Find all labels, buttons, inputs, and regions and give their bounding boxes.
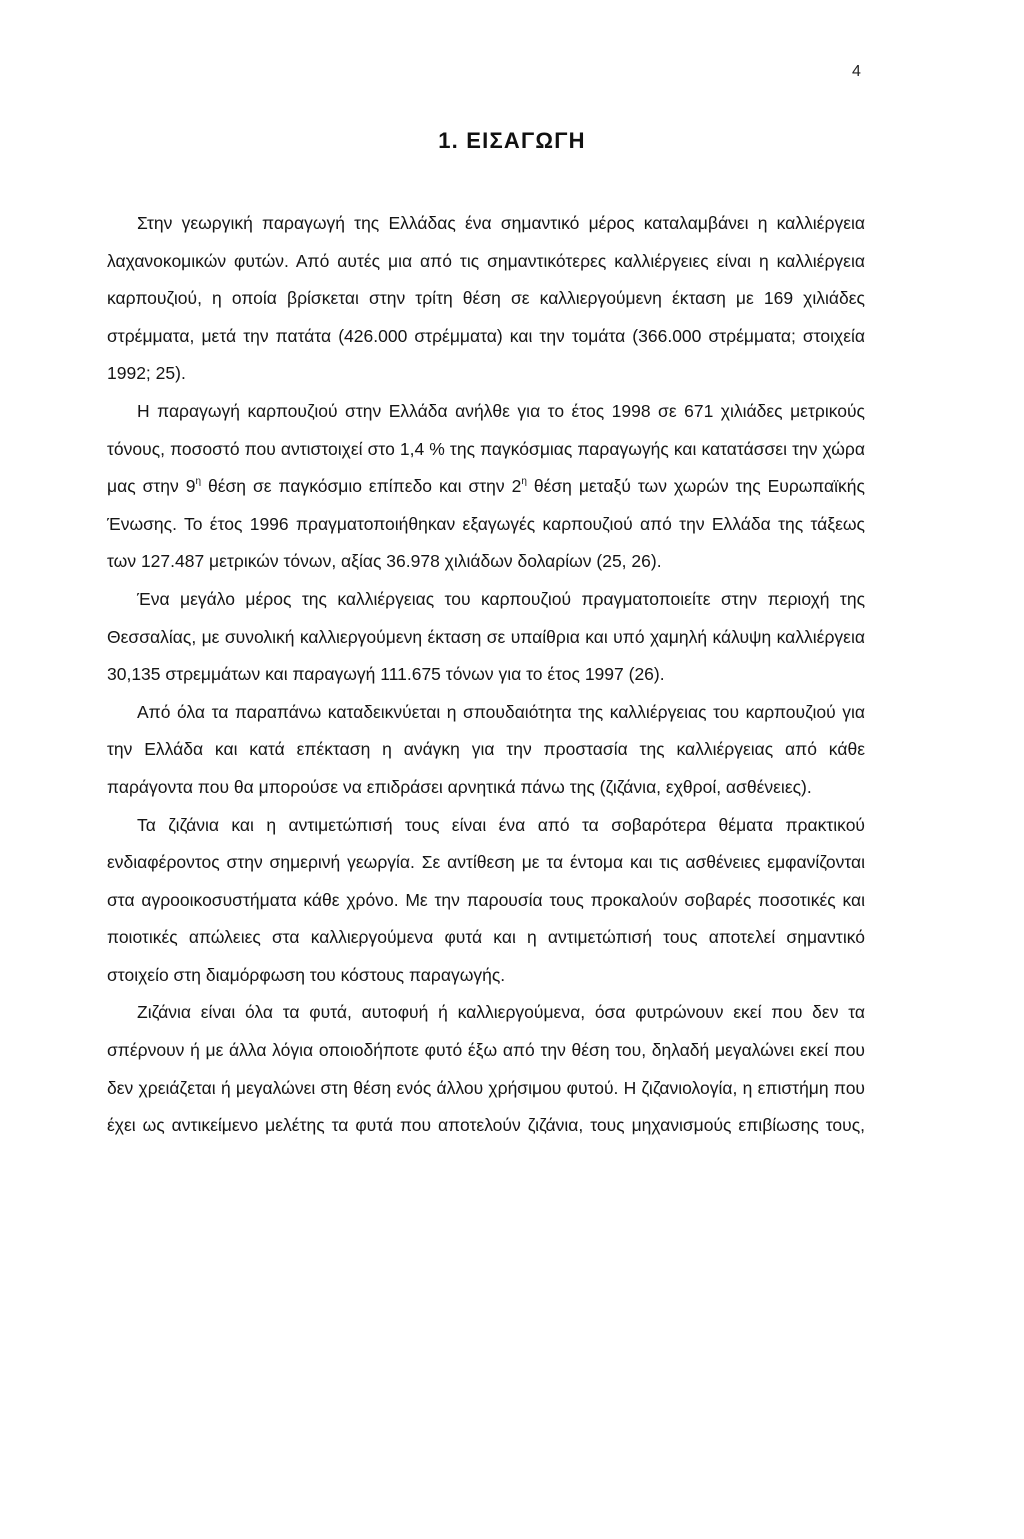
- body-text: [107, 205, 865, 1145]
- section-title: 1. ΕΙΣΑΓΩΓΗ: [438, 128, 586, 153]
- paragraph-3: Ένα μεγάλο μέρος της καλλιέργειας του καρπουζιού πραγματοποιείτε στην περιοχή της Θεσσαλίας, με συνολική καλλιεργούμενη έκταση σε υπαίθρια και υπό χαμηλή κάλυψη καλλιέργεια 30,135 στρεμμάτων και παραγωγή 111.675 τόνων για το έτος 1997 (26).: [107, 588, 865, 685]
- paragraph-2-part-2: θέση σε παγκόσμιο επίπεδο και στην 2: [201, 476, 522, 497]
- paragraph-2-part-3: θέση μεταξύ των χωρών της Ευρωπαϊκής Ένωσης. Το έτος 1996 πραγματοποιήθηκαν εξαγωγές καρπουζιού από την Ελλάδα της τάξεως των 127.487 μετρικών τόνων, αξίας 36.978 χιλιάδων δολαρίων (25, 26).: [107, 476, 865, 572]
- paragraph-2: [107, 393, 865, 581]
- paragraph-2-part-1: Η παραγωγή καρπουζιού στην Ελλάδα ανήλθε για το έτος 1998 σε 671 χιλιάδες μετρικούς τόνους, ποσοστό που αντιστοιχεί στο 1,4 % της παγκόσμιας παραγωγής και κατατάσσει την χώρα μας στην 9: [107, 400, 865, 497]
- ordinal-superscript: η: [195, 476, 202, 488]
- paragraph-4: Από όλα τα παραπάνω καταδεικνύεται η σπουδαιότητα της καλλιέργειας του καρπουζιού για την Ελλάδα και κατά επέκταση η ανάγκη για την προστασία της καλλιέργειας από κάθε παράγοντα που θα μπορούσε να επιδράσει αρνητικά πάνω της (ζιζάνια, εχθροί, ασθένειες).: [107, 701, 865, 797]
- paragraph-6: Ζιζάνια είναι όλα τα φυτά, αυτοφυή ή καλλιεργούμενα, όσα φυτρώνουν εκεί που δεν τα σπέρνουν ή με άλλα λόγια οποιοδήποτε φυτό έξω από την θέση του, δηλαδή μεγαλώνει εκεί που δεν χρειάζεται ή μεγαλώνει στη θέση ενός άλλου χρήσιμου φυτού. Η ζιζανιολογία, η επιστήμη που έχει ως αντικείμενο μελέτης τα φυτά που αποτελούν ζιζάνια, τους μηχανισμούς επιβίωσης τους,: [107, 1002, 865, 1136]
- paragraph-5: Τα ζιζάνια και η αντιμετώπισή τους είναι ένα από τα σοβαρότερα θέματα πρακτικού ενδιαφέροντος στην σημερινή γεωργία. Σε αντίθεση με τα έντομα και τις ασθένειες εμφανίζονται στα αγροοικοσυστήματα κάθε χρόνο. Με την παρουσία τους προκαλούν σοβαρές ποσοτικές και ποιοτικές απώλειες στα καλλιεργούμενα φυτά και η αντιμετώπισή τους αποτελεί σημαντικό στοιχείο στη διαμόρφωση του κόστους παραγωγής.: [107, 814, 865, 985]
- ordinal-superscript: η: [521, 476, 527, 488]
- paragraph-1: Στην γεωργική παραγωγή της Ελλάδας ένα σημαντικό μέρος καταλαμβάνει η καλλιέργεια λαχανοκομικών φυτών. Από αυτές μια από τις σημαντικότερες καλλιέργειες είναι η καλλιέργεια καρπουζιού, η οποία βρίσκεται στην τρίτη θέση σε καλλιεργούμενη έκταση με 169 χιλιάδες στρέμματα, μετά την πατάτα (426.000 στρέμματα) και την τομάτα (366.000 στρέμματα; στοιχεία 1992; 25).: [107, 213, 865, 384]
- page-number: 4: [852, 63, 861, 80]
